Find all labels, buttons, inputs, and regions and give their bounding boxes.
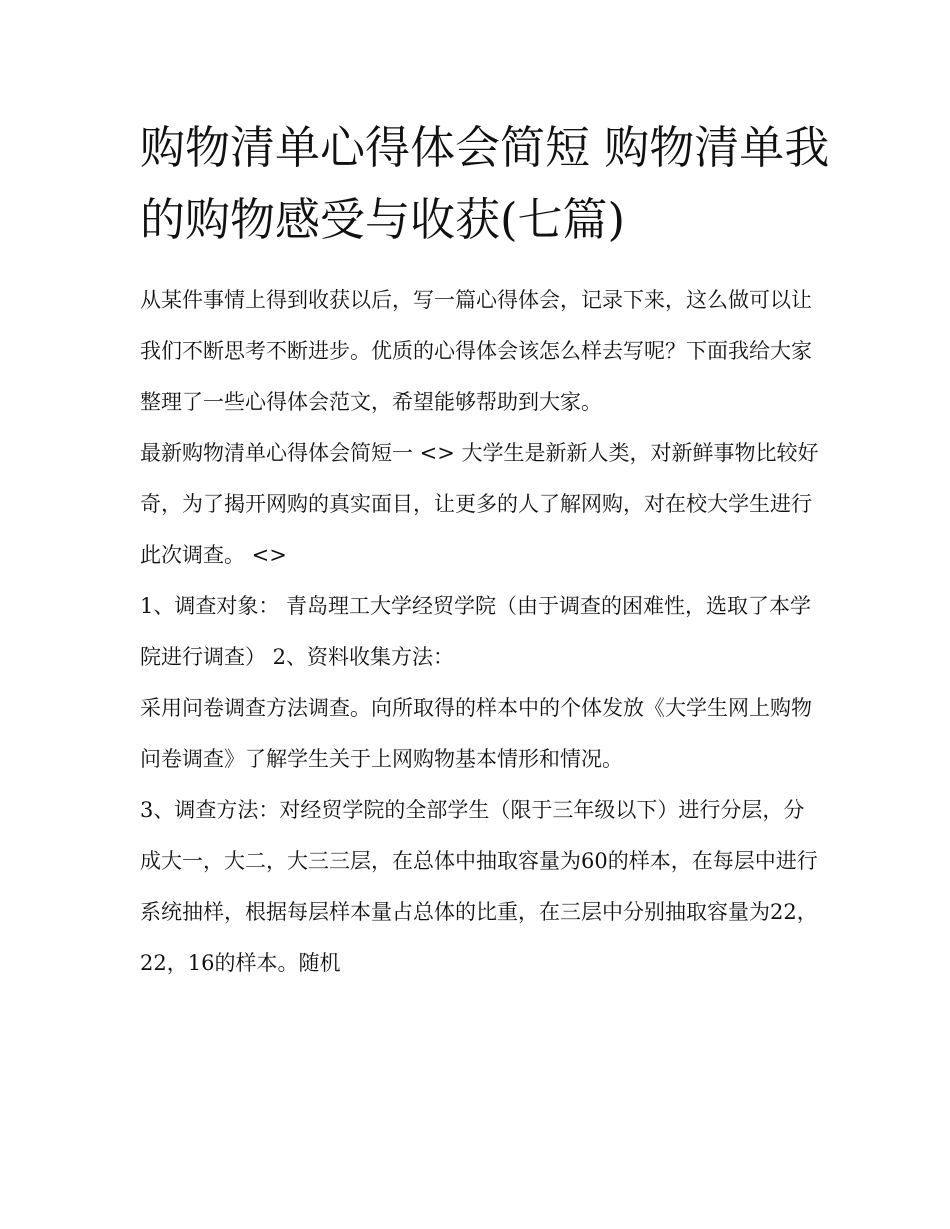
document-title: 购物清单心得体会简短 购物清单我的购物感受与收获(七篇) <box>140 121 830 246</box>
paragraph-survey-method: 3、调查方法：对经贸学院的全部学生（限于三年级以下）进行分层，分成大一，大二，大三三层，在总体中抽取容量为60的样本，在每层中进行系统抽样，根据每层样本量占总体的比重，在三层中分别抽取容量为22，22，16的样本。随机 <box>140 798 818 975</box>
document-body <box>140 275 820 989</box>
paragraph-survey-target: 1、调查对象： 青岛理工大学经贸学院（由于调查的困难性，选取了本学院进行调查） 2、资料收集方法： <box>140 594 812 669</box>
paragraph-survey-intro: 最新购物清单心得体会简短一 <> 大学生是新新人类，对新鲜事物比较好奇，为了揭开网购的真实面目，让更多的人了解网购，对在校大学生进行此次调查。 <> <box>140 441 819 567</box>
paragraph-intro: 从某件事情上得到收获以后，写一篇心得体会，记录下来，这么做可以让我们不断思考不断进步。优质的心得体会该怎么样去写呢？下面我给大家整理了一些心得体会范文，希望能够帮助到大家。 <box>140 288 812 414</box>
paragraph-data-collection: 采用问卷调查方法调查。向所取得的样本中的个体发放《大学生网上购物问卷调查》了解学生关于上网购物基本情形和情况。 <box>140 696 812 771</box>
